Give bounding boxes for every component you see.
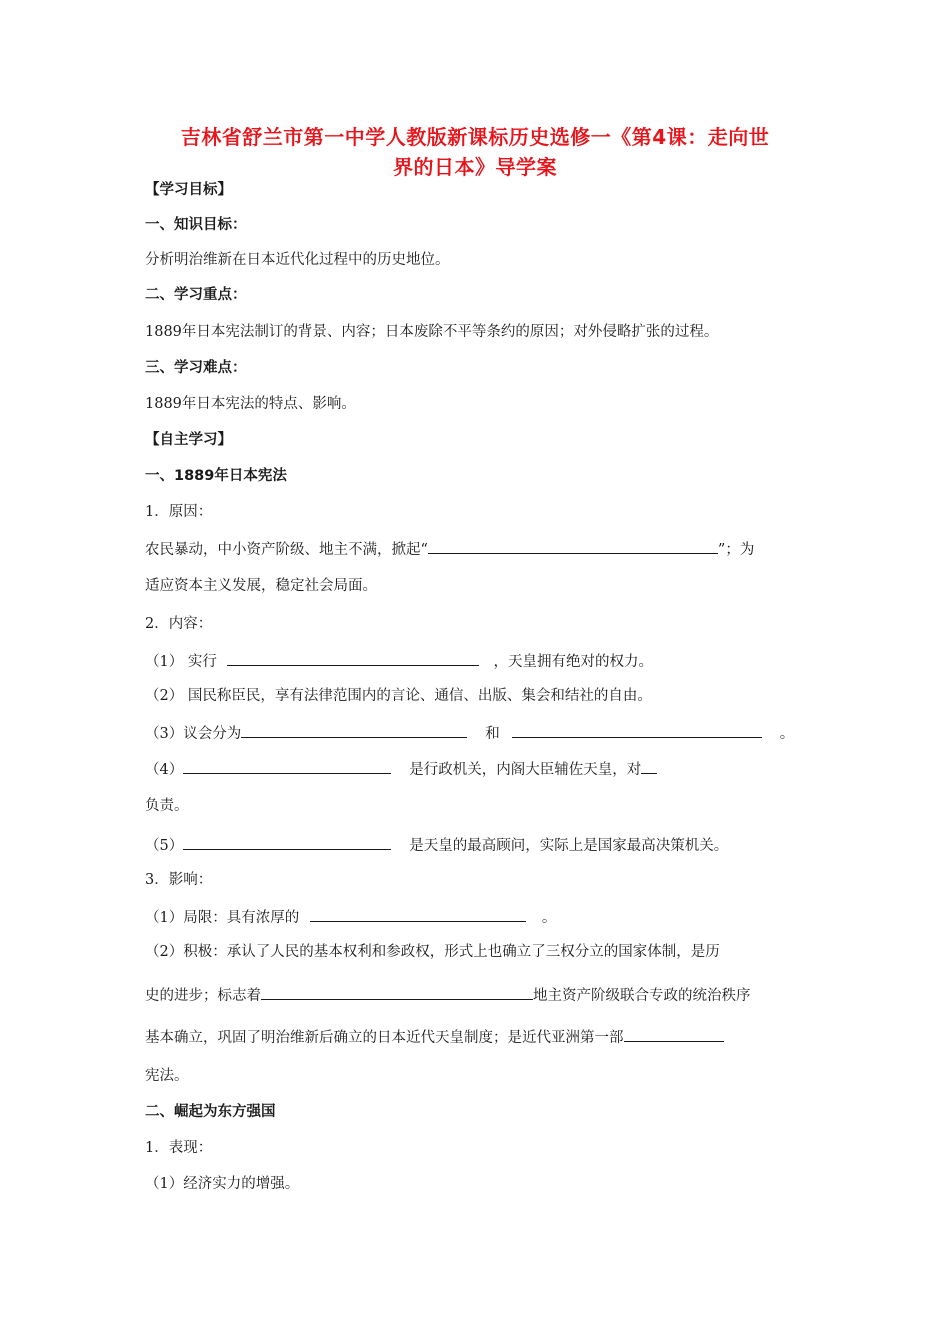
knowledge-heading: 一、知识目标： — [145, 217, 247, 233]
cause-line-2: 适应资本主义发展，稳定社会局面。 — [145, 578, 377, 594]
performance-item-1: （1）经济实力的增强。 — [145, 1176, 300, 1192]
impact-item-2-line-2 — [145, 984, 751, 1006]
impact-item-2-text-a: 史的进步；标志着 — [145, 988, 261, 1004]
content-item-1 — [145, 650, 653, 672]
title-line-1: 吉林省舒兰市第一中学人教版新课标历史选修一《第4课：走向世 — [180, 125, 770, 149]
fill-blank-constitution-type[interactable] — [624, 1026, 724, 1042]
content-item-3-prefix: （3）议会分为 — [145, 726, 242, 742]
fill-blank-responsible[interactable] — [641, 758, 657, 774]
fill-blank-order[interactable] — [261, 984, 533, 1000]
key-points-heading: 二、学习重点： — [145, 287, 247, 303]
title-line-2: 界的日本》导学案 — [393, 155, 557, 179]
fill-blank-house-1[interactable] — [241, 722, 467, 738]
cause-line-1 — [145, 538, 754, 560]
fill-blank-house-2[interactable] — [512, 722, 762, 738]
difficult-points-text: 1889年日本宪法的特点、影响。 — [145, 396, 356, 412]
content-item-5 — [145, 834, 728, 856]
fill-blank-movement[interactable] — [428, 538, 718, 554]
content-item-3-and: 和 — [485, 726, 500, 742]
section-1-heading: 一、1889年日本宪法 — [145, 468, 287, 484]
fill-blank-privy-council[interactable] — [183, 834, 391, 850]
content-item-5-text: 是天皇的最高顾问，实际上是国家最高决策机关。 — [409, 838, 729, 854]
knowledge-text: 分析明治维新在日本近代化过程中的历史地位。 — [145, 252, 450, 268]
content-item-1-suffix: ，天皇拥有绝对的权力。 — [493, 654, 653, 670]
impact-item-2-text-c: 基本确立，巩固了明治维新后确立的日本近代天皇制度；是近代亚洲第一部 — [145, 1030, 624, 1046]
fill-blank-cabinet[interactable] — [183, 758, 391, 774]
content-item-3 — [145, 722, 794, 744]
impact-item-2-line-1: （2）积极：承认了人民的基本权利和参政权，形式上也确立了三权分立的国家体制，是历 — [145, 944, 720, 960]
section-2-heading: 二、崛起为东方强国 — [145, 1104, 276, 1120]
content-label: 2．内容： — [145, 616, 213, 632]
cause-text-b: ”；为 — [717, 542, 755, 558]
objectives-heading: 【学习目标】 — [145, 182, 232, 198]
fill-blank-system[interactable] — [227, 650, 479, 666]
impact-item-1 — [145, 906, 556, 928]
fill-blank-limitation[interactable] — [310, 906, 526, 922]
impact-label: 3．影响： — [145, 872, 213, 888]
content-item-2: （2） 国民称臣民，享有法律范围内的言论、通信、出版、集会和结社的自由。 — [145, 688, 652, 704]
self-study-heading: 【自主学习】 — [145, 432, 232, 448]
impact-item-2-text-b: 地主资产阶级联合专政的统治秩序 — [533, 988, 751, 1004]
content-item-1-prefix: （1） 实行 — [145, 654, 217, 670]
impact-item-2-line-4: 宪法。 — [145, 1068, 189, 1084]
performance-label: 1．表现： — [145, 1140, 213, 1156]
difficult-points-heading: 三、学习难点： — [145, 360, 247, 376]
content-item-4 — [145, 758, 657, 780]
key-points-text: 1889年日本宪法制订的背景、内容；日本废除不平等条约的原因；对外侵略扩张的过程。 — [145, 324, 719, 340]
content-item-4-text: 是行政机关，内阁大臣辅佐天皇，对 — [409, 762, 642, 778]
impact-item-1-prefix: （1）局限：具有浓厚的 — [145, 910, 300, 926]
cause-text-a: 农民暴动，中小资产阶级、地主不满，掀起“ — [145, 542, 428, 558]
content-item-5-prefix: （5） — [145, 838, 184, 854]
impact-item-2-line-3 — [145, 1026, 724, 1048]
impact-item-1-end: 。 — [541, 910, 557, 926]
content-item-3-end: 。 — [779, 726, 795, 742]
document-title — [140, 122, 810, 182]
content-item-4-prefix: （4） — [145, 762, 184, 778]
content-item-4-end: 负责。 — [145, 798, 189, 814]
cause-label: 1．原因： — [145, 504, 213, 520]
